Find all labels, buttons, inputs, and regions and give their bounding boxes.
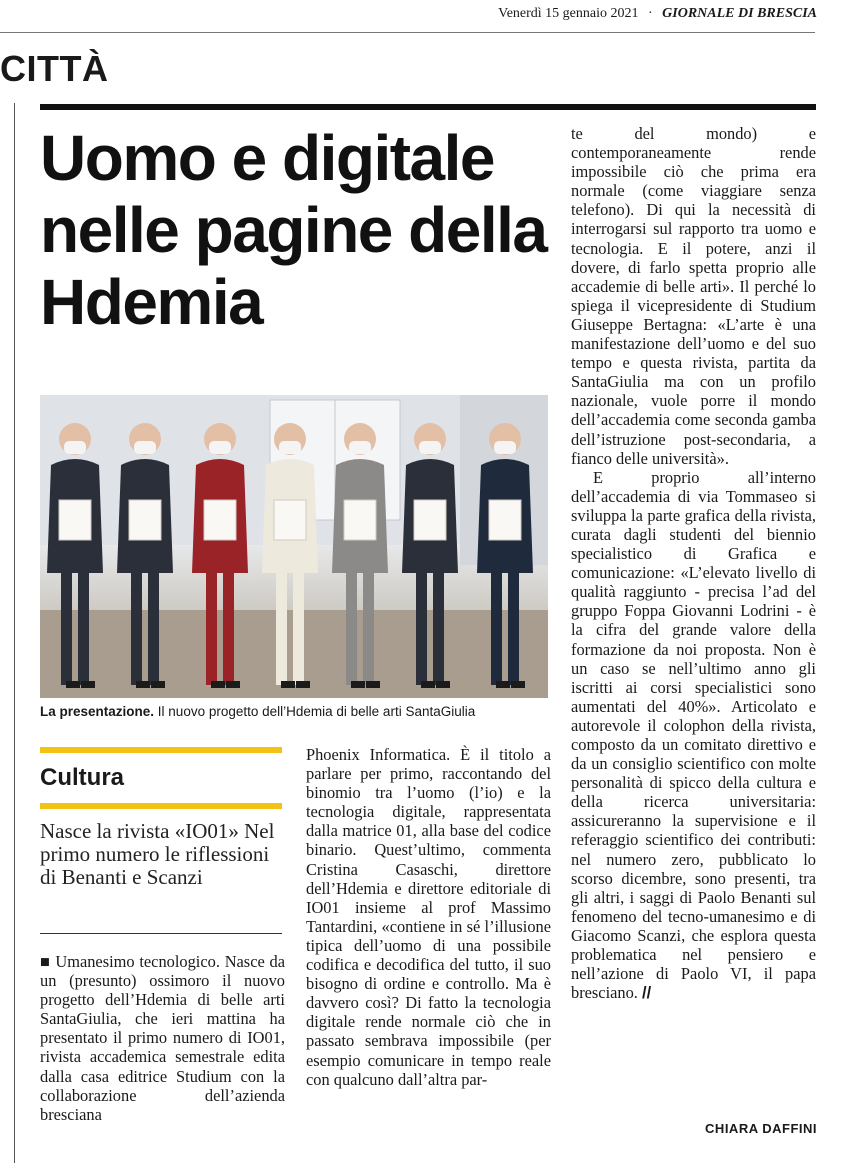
kicker: Cultura bbox=[40, 764, 124, 791]
headline: Uomo e digitale nelle pagine della Hdemia bbox=[40, 122, 547, 338]
figure-shoe bbox=[151, 681, 165, 688]
figure-booklet bbox=[129, 500, 161, 540]
figure-leg bbox=[78, 565, 89, 685]
margin-rule bbox=[14, 103, 15, 1163]
figure-leg bbox=[433, 565, 444, 685]
page-header bbox=[498, 6, 817, 22]
figure-mask bbox=[64, 441, 86, 454]
figure-booklet bbox=[344, 500, 376, 540]
figure-leg bbox=[293, 565, 304, 685]
kicker-bar-bottom bbox=[40, 803, 282, 809]
figure-leg bbox=[61, 565, 72, 685]
figure-booklet bbox=[274, 500, 306, 540]
figure-shoe bbox=[436, 681, 450, 688]
header-separator: · bbox=[648, 6, 653, 21]
figure-mask bbox=[279, 441, 301, 454]
kicker-bar-top bbox=[40, 747, 282, 753]
figure-shoe bbox=[366, 681, 380, 688]
figure-shoe bbox=[226, 681, 240, 688]
figure-leg bbox=[131, 565, 142, 685]
figure-shoe bbox=[421, 681, 435, 688]
figure-leg bbox=[363, 565, 374, 685]
figure-leg bbox=[416, 565, 427, 685]
article-paragraph: Phoenix Informatica. È il titolo a parlare per primo, raccontando del binomio tra l’uomo (l’io) e la tecnologia digitale, rappresentata dalla matrice 01, alla base del codice binario. Quest’ultimo, commenta Cristina Casaschi, direttore dell’Hdemia e direttore editoriale di IO01 insieme al prof Massimo Tantardini, «contiene in sé l’illusione tipica dell’uomo di una possibile codifica e decodifica del tutto, il suo bisogno di ordine e controllo. Ma è davvero così? Di fatto la tecnologia digitale rende normale ciò che in passato sembrava impossibile (per esempio comunicare in tempo reale con qualcuno dall’altra par- bbox=[306, 745, 551, 1089]
subhead-rule bbox=[40, 933, 282, 934]
figure-mask bbox=[134, 441, 156, 454]
article-column-1 bbox=[40, 952, 285, 1124]
end-mark: // bbox=[642, 984, 652, 1003]
figure-shoe bbox=[211, 681, 225, 688]
figure-leg bbox=[223, 565, 234, 685]
caption-text: Il nuovo progetto dell’Hdemia di belle arti SantaGiulia bbox=[154, 704, 476, 719]
caption-lead: La presentazione. bbox=[40, 704, 155, 719]
figure-leg bbox=[148, 565, 159, 685]
figure-leg bbox=[491, 565, 502, 685]
figure-booklet bbox=[489, 500, 521, 540]
figure-leg bbox=[346, 565, 357, 685]
photo-caption bbox=[40, 704, 550, 719]
figure-mask bbox=[209, 441, 231, 454]
section-title: CITTÀ bbox=[0, 48, 109, 89]
article-photo bbox=[40, 395, 548, 698]
final-paragraph-text: E proprio all’interno dell’accademia di via Tommaseo si sviluppa la parte grafica della rivista, curata dagli studenti del biennio specialistico di Grafica e comunicazione: «L’elevato livello di qualità raggiunto - precisa l’ad del gruppo Foppa Giovanni Lodrini - è la cifra del grande valore della formazione da noi proposta. Non è un caso se nell’ultimo anno gli iscritti ai corsi specialistici sono aumentati del 40%». Articolato e autorevole il colophon della rivista, composto da un comitato direttivo e da un consiglio scientifico con molte personalità di spicco della cultura e della ricerca universitaria: assicureranno la supervisione e il referaggio scientifico dei contributi: nel numero zero, pubblicato lo scorso dicembre, sono presenti, tra gli altri, i saggi di Paolo Benanti sul fenomeno del tecno-umanesimo e di Giacomo Scanzi, che esplora questa problematica nel pensiero e nell’azione di Paolo VI, il papa bresciano. bbox=[571, 467, 816, 1003]
figure-shoe bbox=[296, 681, 310, 688]
header-rule bbox=[0, 32, 815, 33]
figure-mask bbox=[494, 441, 516, 454]
article-column-3 bbox=[571, 124, 816, 1003]
figure-leg bbox=[508, 565, 519, 685]
figure-booklet bbox=[204, 500, 236, 540]
figure-shoe bbox=[66, 681, 80, 688]
author-byline: CHIARA DAFFINI bbox=[705, 1121, 817, 1136]
article-column-2 bbox=[306, 745, 551, 1089]
figure-booklet bbox=[414, 500, 446, 540]
figure-shoe bbox=[136, 681, 150, 688]
figure-shoe bbox=[496, 681, 510, 688]
figure-booklet bbox=[59, 500, 91, 540]
article-paragraph-final bbox=[571, 468, 816, 1004]
figure-shoe bbox=[511, 681, 525, 688]
figure-leg bbox=[206, 565, 217, 685]
group-photo-illustration bbox=[40, 395, 548, 698]
figure-shoe bbox=[81, 681, 95, 688]
article-paragraph: ■ Umanesimo tecnologico. Nasce da un (presunto) ossimoro il nuovo progetto dell’Hdemia di belle arti SantaGiulia, che ieri mattina ha presentato il primo numero di IO01, rivista accademica semestrale edita dalla casa editrice Studium con la collaborazione dell’azienda bresciana bbox=[40, 952, 285, 1124]
figure-mask bbox=[349, 441, 371, 454]
section-rule bbox=[40, 104, 816, 110]
article-paragraph: te del mondo) e contemporaneamente rende impossibile ciò che prima era normale (come viaggiare senza telefono). Di qui la necessità di interrogarsi sul rapporto tra uomo e tecnologia. E il potere, anzi il dovere, di farlo spetta proprio alle accademie di belle arti». Il perché lo spiega il vicepresidente di Studium Giuseppe Bertagna: «L’arte è una manifestazione dell’uomo e del suo tempo e questa rivista, partita da SantaGiulia ma con un profilo nazionale, vuole porre il mondo dell’accademia come seconda gamba dell’istruzione post-secondaria, a fianco delle università». bbox=[571, 124, 816, 468]
subheadline: Nasce la rivista «IO01» Nel primo numero le riflessioni di Benanti e Scanzi bbox=[40, 819, 275, 889]
figure-shoe bbox=[351, 681, 365, 688]
figure-shoe bbox=[281, 681, 295, 688]
figure-leg bbox=[276, 565, 287, 685]
issue-date: Venerdì 15 gennaio 2021 bbox=[498, 6, 639, 21]
newspaper-name: GIORNALE DI BRESCIA bbox=[662, 6, 817, 21]
figure-mask bbox=[419, 441, 441, 454]
